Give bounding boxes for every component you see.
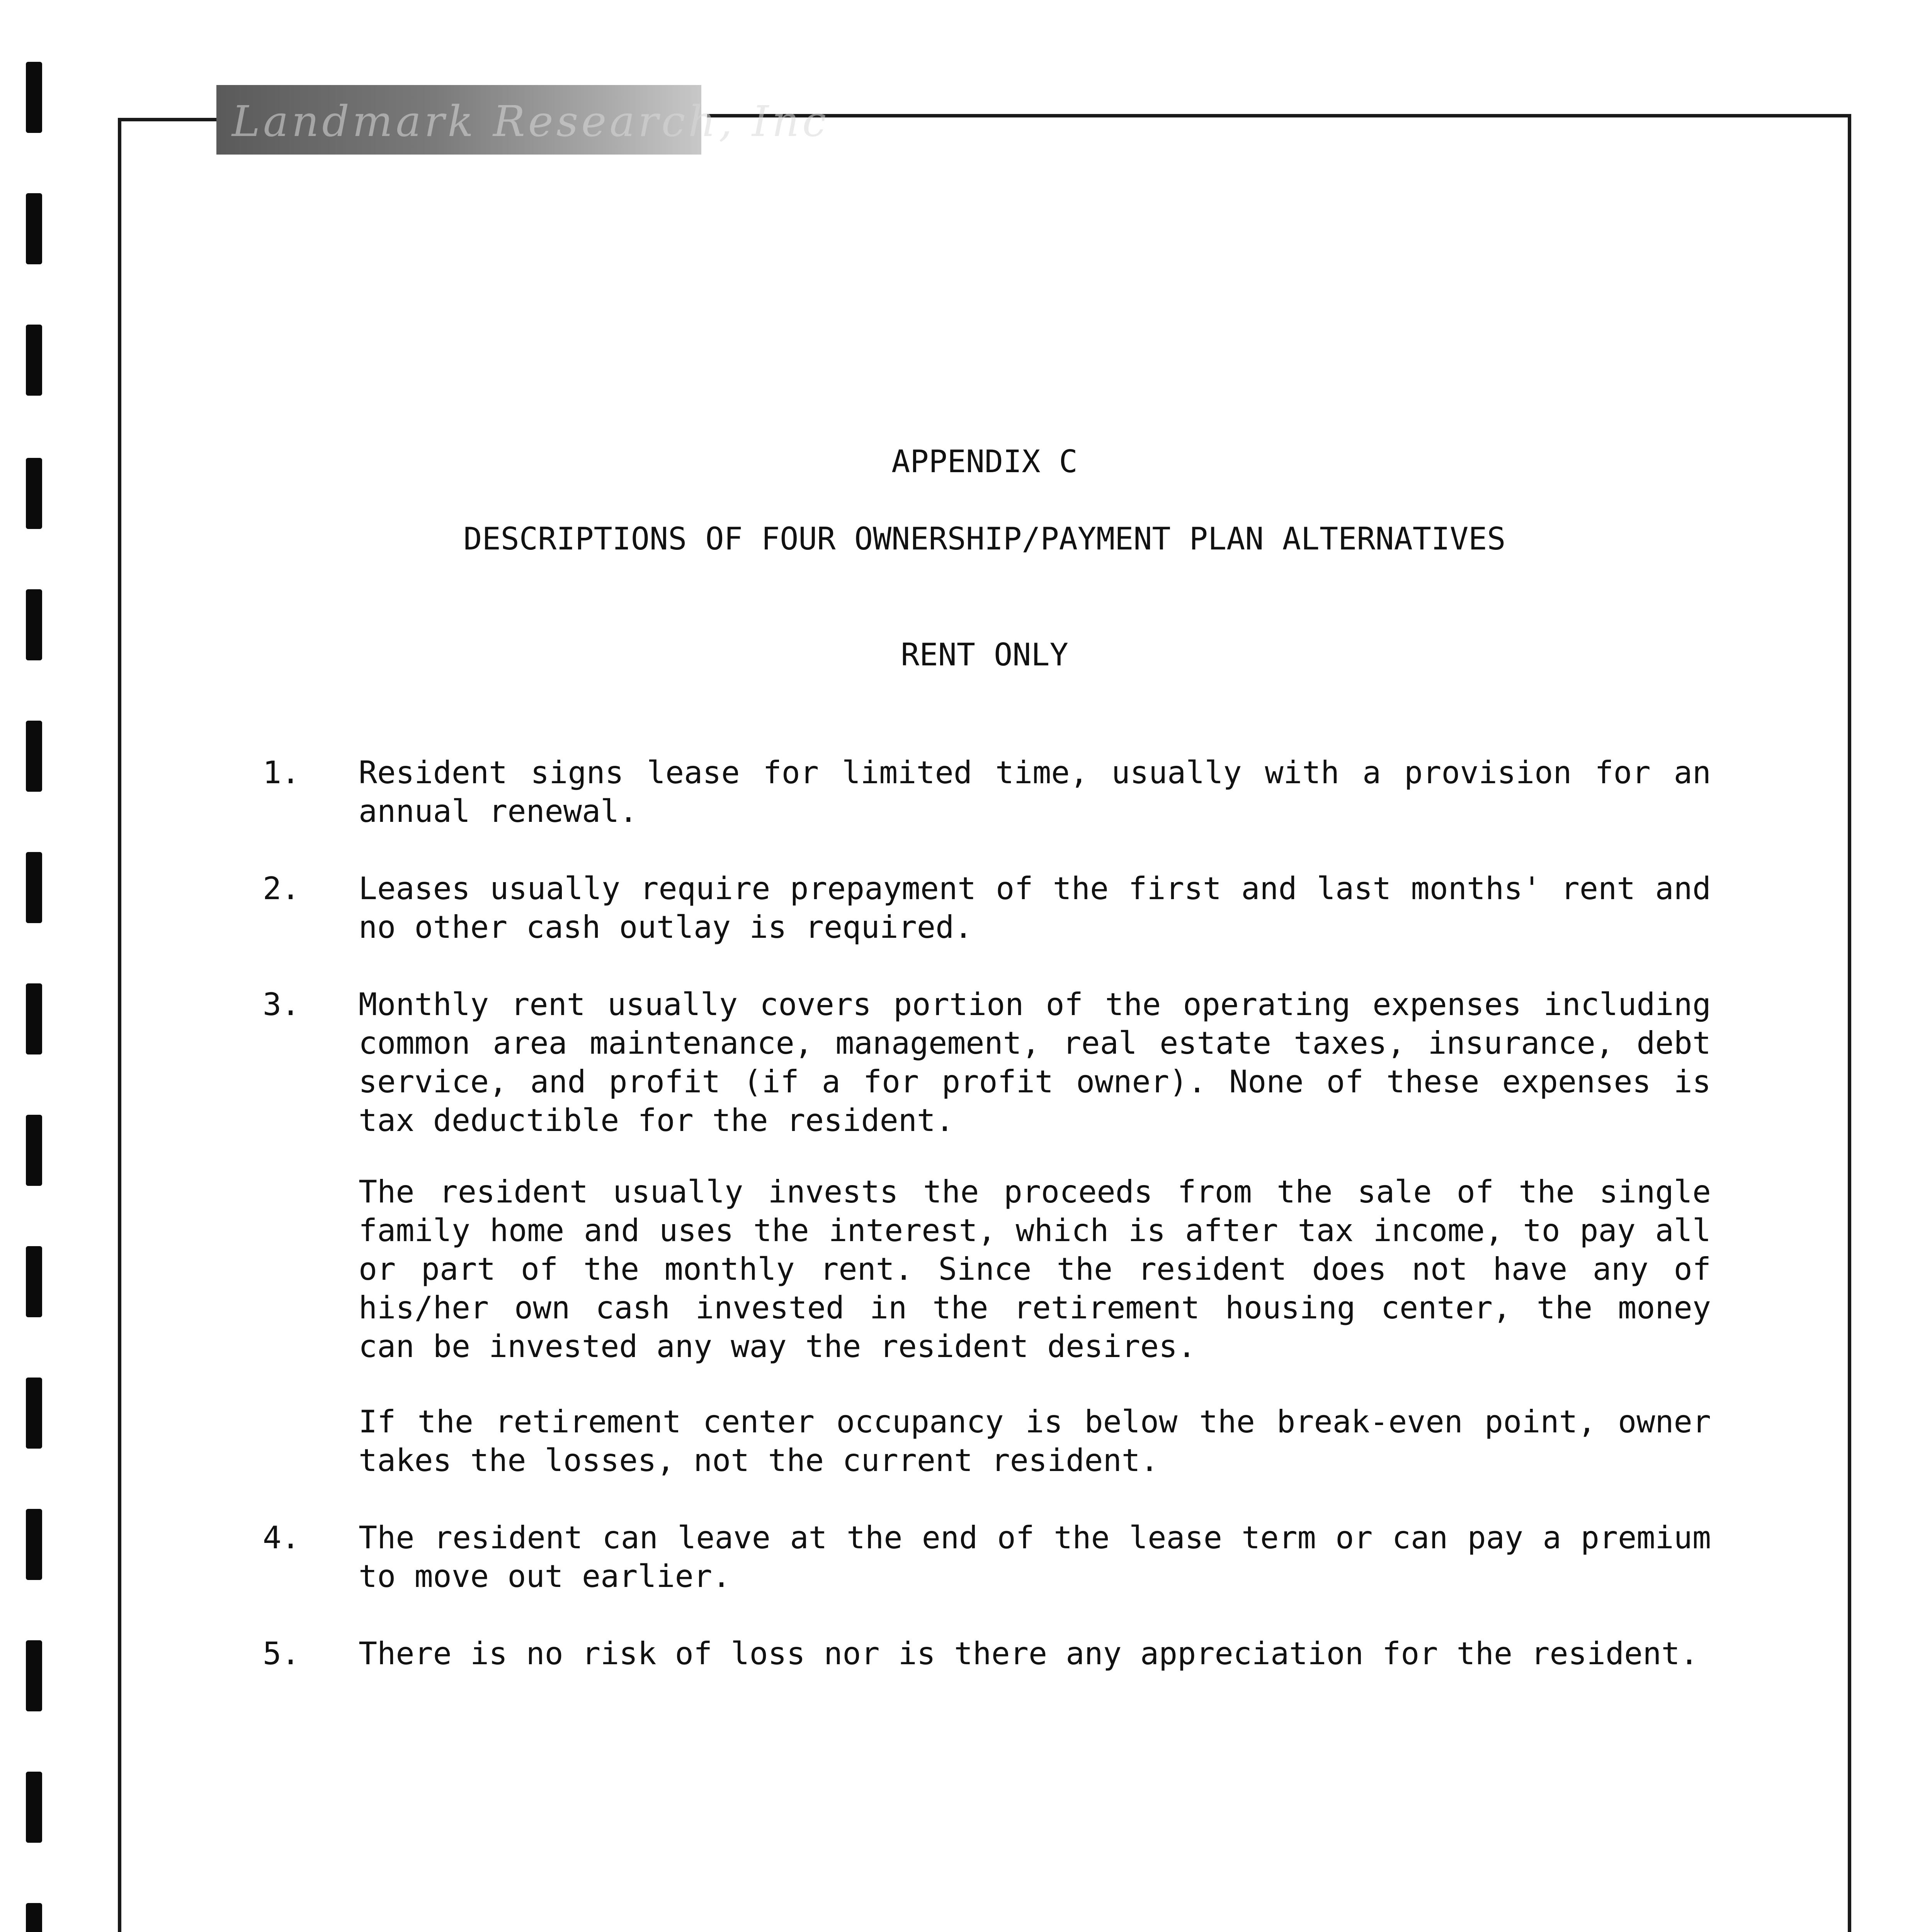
item-number: 3. bbox=[263, 986, 300, 1022]
item-paragraph: The resident usually invests the proceeds from the sale of the single family home and uses the interest, which is after tax income, to pay all or part of the monthly rent. Since the resident does not have any of his/her own cash invested in the retirement housing center, the money can be invested any way the resident desires. bbox=[359, 1174, 1711, 1364]
binder-hole bbox=[26, 721, 42, 792]
binder-hole bbox=[26, 589, 42, 660]
section-title: RENT ONLY bbox=[901, 637, 1068, 673]
frame-border-right bbox=[1848, 114, 1851, 1932]
frame-border-top bbox=[707, 114, 1851, 117]
binder-hole bbox=[26, 1903, 42, 1932]
binder-hole bbox=[26, 1378, 42, 1449]
binder-hole bbox=[26, 1509, 42, 1580]
document-subtitle: DESCRIPTIONS OF FOUR OWNERSHIP/PAYMENT PLAN ALTERNATIVES bbox=[463, 521, 1506, 557]
binder-hole bbox=[26, 1640, 42, 1711]
item-paragraph: Resident signs lease for limited time, usually with a provision for an annual renewal. bbox=[359, 755, 1711, 829]
binder-hole bbox=[26, 983, 42, 1054]
binder-hole bbox=[26, 1772, 42, 1843]
item-paragraph: The resident can leave at the end of the lease term or can pay a premium to move out earlier. bbox=[359, 1520, 1711, 1594]
frame-border-top bbox=[118, 118, 218, 121]
item-paragraph: Monthly rent usually covers portion of the operating expenses including common area maintenance, management, real estate taxes, insurance, debt service, and profit (if a for profit owner). None of these expenses is tax deductible for the resident. bbox=[359, 986, 1711, 1138]
binder-hole bbox=[26, 325, 42, 396]
item-number: 5. bbox=[263, 1636, 300, 1672]
binder-hole bbox=[26, 62, 42, 133]
binder-hole bbox=[26, 1246, 42, 1317]
item-paragraph: There is no risk of loss nor is there any appreciation for the resident. bbox=[359, 1636, 1699, 1672]
binder-hole bbox=[26, 852, 42, 923]
binder-hole bbox=[26, 458, 42, 529]
item-number: 4. bbox=[263, 1520, 300, 1556]
item-paragraph: If the retirement center occupancy is below the break-even point, owner takes the losses, not the current resident. bbox=[359, 1404, 1711, 1478]
item-paragraph: Leases usually require prepayment of the first and last months' rent and no other cash outlay is required. bbox=[359, 871, 1711, 945]
item-number: 2. bbox=[263, 871, 300, 906]
appendix-title: APPENDIX C bbox=[891, 444, 1078, 480]
binder-hole bbox=[26, 1115, 42, 1186]
binder-hole bbox=[26, 193, 42, 264]
company-logo-text: Landmark Research, Inc bbox=[232, 97, 829, 146]
item-number: 1. bbox=[263, 755, 300, 791]
frame-border-left bbox=[118, 118, 121, 1932]
